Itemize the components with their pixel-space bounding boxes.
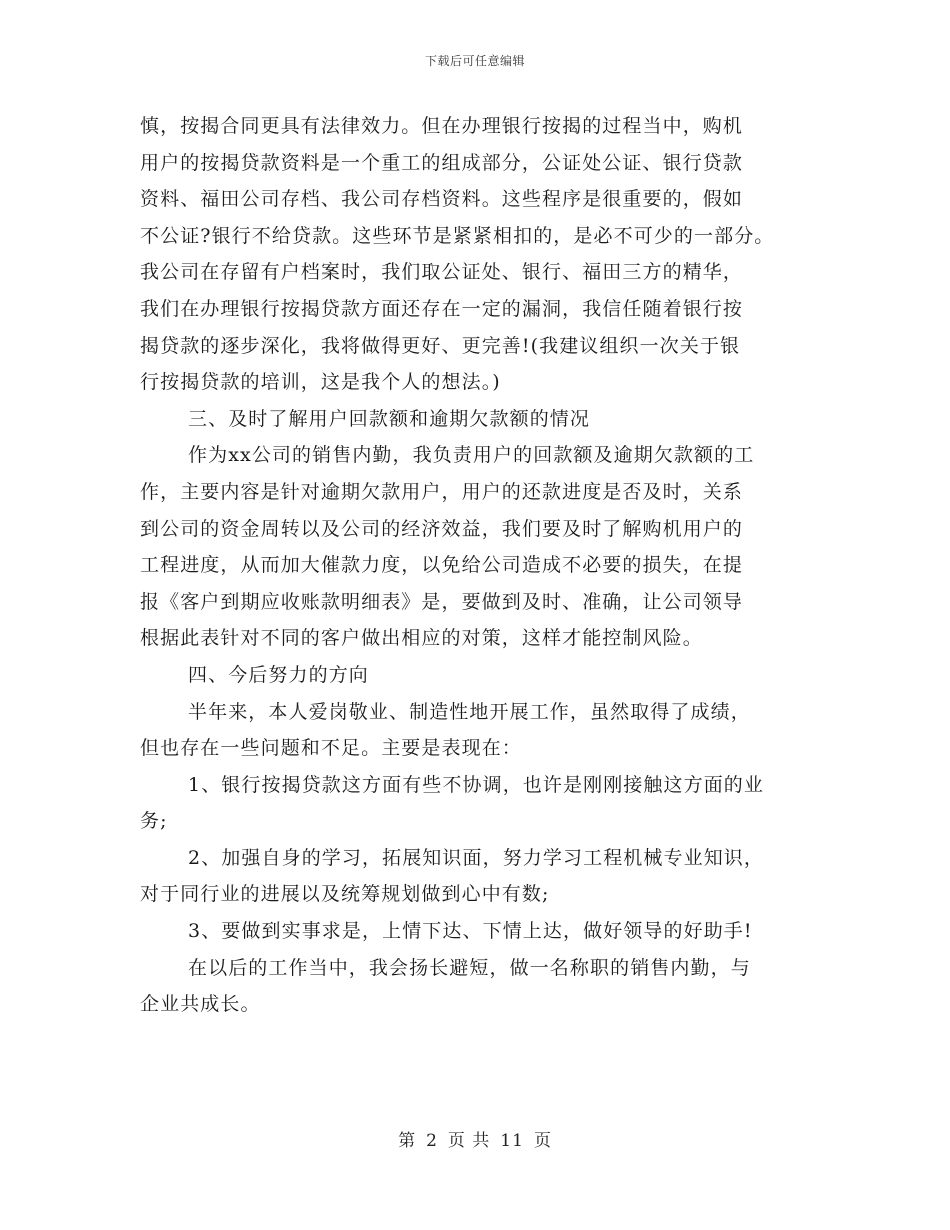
text-line: 揭贷款的逐步深化，我将做得更好、更完善!(我建议组织一次关于银 [140,334,741,357]
page-footer [0,1126,950,1151]
footer-total-pages: 11 [500,1131,524,1151]
text-line: 2、加强自身的学习，拓展知识面，努力学习工程机械专业知识， [188,846,764,869]
text-line: 务; [140,810,168,833]
text-line: 四、今后努力的方向 [188,663,369,686]
text-line: 对于同行业的进展以及统筹规划做到心中有数; [140,883,550,906]
footer-middle: 页 共 [447,1131,491,1151]
footer-page-number: 2 [426,1131,438,1151]
text-line: 我们在办理银行按揭贷款方面还存在一定的漏洞，我信任随着银行按 [140,297,744,320]
text-line: 1、银行按揭贷款这方面有些不协调，也许是刚刚接触这方面的业 [188,773,764,796]
text-line: 半年来，本人爱岗敬业、制造性地开展工作，虽然取得了成绩， [188,700,751,723]
text-line: 三、及时了解用户回款额和逾期欠款额的情况 [188,407,591,430]
text-line: 但也存在一些问题和不足。主要是表现在： [140,737,522,760]
text-line: 根据此表针对不同的客户做出相应的对策，这样才能控制风险。 [140,627,703,650]
text-line: 作，主要内容是针对逾期欠款用户，用户的还款进度是否及时，关系 [140,480,744,503]
document-body [140,108,820,1023]
text-line: 报《客户到期应收账款明细表》是，要做到及时、准确，让公司领导 [140,590,744,613]
text-line: 到公司的资金周转以及公司的经济效益，我们要及时了解购机用户的 [140,517,744,540]
text-line: 作为xx公司的销售内勤，我负责用户的回款额及逾期欠款额的工 [188,444,755,467]
footer-prefix: 第 [398,1131,417,1151]
text-line: 3、要做到实事求是，上情下达、下情上达，做好领导的好助手! [188,920,753,943]
text-line: 用户的按揭贷款资料是一个重工的组成部分，公证处公证、银行贷款 [140,151,744,174]
text-line: 慎，按揭合同更具有法律效力。但在办理银行按揭的过程当中，购机 [140,115,744,137]
text-line: 工程进度，从而加大催款力度，以免给公司造成不必要的损失，在提 [140,554,744,577]
page-header: 下载后可任意编辑 [424,54,525,68]
text-line: 资料、福田公司存档、我公司存档资料。这些程序是很重要的，假如 [140,188,744,211]
text-line: 不公证?银行不给贷款。这些环节是紧紧相扣的，是必不可少的一部分。 [140,224,775,247]
footer-suffix: 页 [533,1131,552,1151]
text-line: 企业共成长。 [140,993,261,1016]
text-line: 行按揭贷款的培训，这是我个人的想法。) [140,371,501,394]
text-line: 在以后的工作当中，我会扬长避短，做一名称职的销售内勤，与 [188,956,751,979]
text-line: 我公司在存留有户档案时，我们取公证处、银行、福田三方的精华， [140,261,744,284]
